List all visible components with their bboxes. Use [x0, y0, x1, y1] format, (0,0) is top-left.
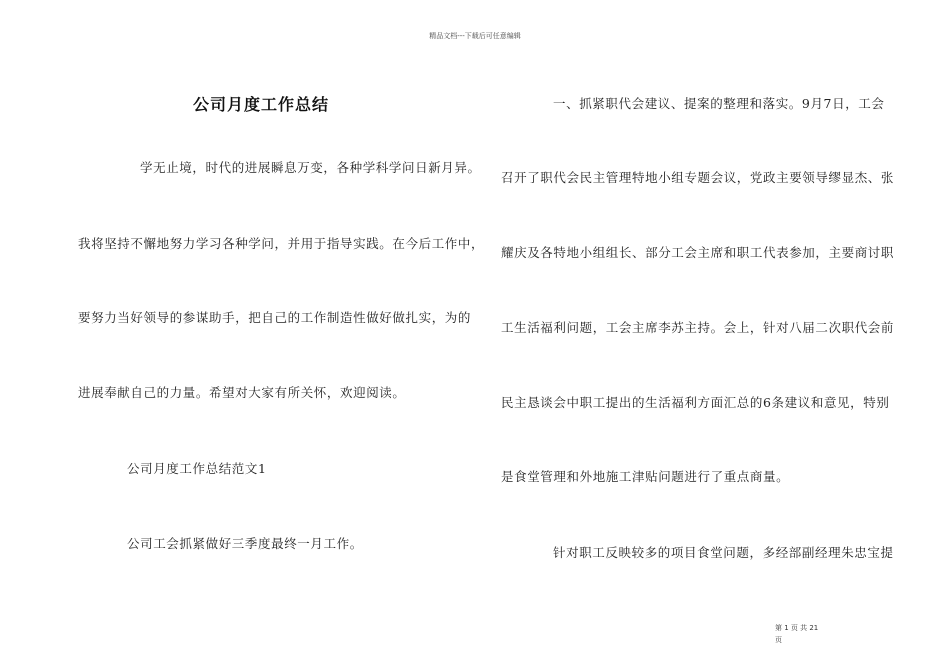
- right-paragraph-line: 一、抓紧职代会建议、提案的整理和落实。9月7日，工会: [553, 96, 885, 111]
- left-paragraph-line: 公司工会抓紧做好三季度最终一月工作。: [127, 536, 363, 551]
- right-paragraph-line: 召开了职代会民主管理特地小组专题会议，党政主要领导缪显杰、张: [501, 170, 895, 185]
- section-heading: 公司月度工作总结范文1: [127, 461, 267, 476]
- left-paragraph-line: 我将坚持不懈地努力学习各种学问，并用于指导实践。在今后工作中，: [78, 236, 485, 251]
- right-paragraph-line: 是食堂管理和外地施工津贴问题进行了重点商量。: [501, 469, 790, 484]
- left-paragraph-line: 学无止境，时代的进展瞬息万变，各种学科学问日新月异。: [140, 160, 481, 175]
- left-paragraph-line: 进展奉献自己的力量。希望对大家有所关怀，欢迎阅读。: [78, 385, 406, 400]
- page-number-suffix: 页: [775, 636, 782, 644]
- right-paragraph-line: 针对职工反映较多的项目食堂问题，多经部副经理朱忠宝提: [553, 545, 894, 560]
- right-paragraph-line: 民主恳谈会中职工提出的生活福利方面汇总的6条建议和意见，特别: [501, 395, 890, 410]
- right-paragraph-line: 耀庆及各特地小组组长、部分工会主席和职工代表参加，主要商讨职: [501, 245, 895, 260]
- page-number-label: 第 1 页 共 21: [775, 624, 819, 632]
- page-number: [775, 622, 818, 646]
- right-paragraph-line: 工生活福利问题，工会主席李苏主持。会上，针对八届二次职代会前: [501, 320, 895, 335]
- left-paragraph-line: 要努力当好领导的参谋助手，把自己的工作制造性做好做扎实，为的: [78, 310, 472, 325]
- header-note: 精品文档---下载后可任意编辑: [429, 32, 521, 40]
- document-title: 公司月度工作总结: [193, 95, 330, 114]
